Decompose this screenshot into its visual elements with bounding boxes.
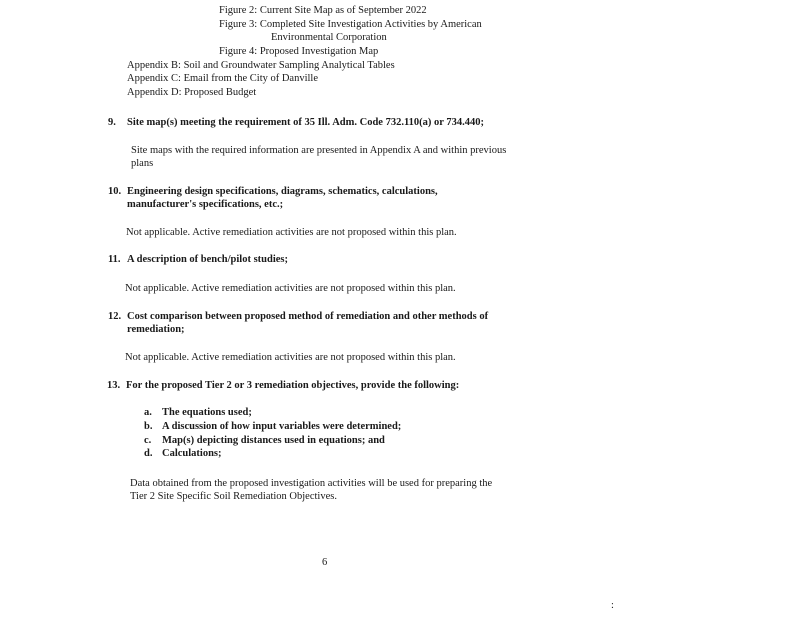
appendix-c-entry: Appendix C: Email from the City of Danville	[127, 73, 319, 84]
item-13-subitem-a-text: The equations used;	[162, 407, 252, 418]
appendix-b-entry: Appendix B: Soil and Groundwater Sampling Analytical Tables	[127, 60, 395, 71]
item-13-heading: For the proposed Tier 2 or 3 remediation objectives, provide the following:	[126, 380, 460, 391]
item-10-body: Not applicable. Active remediation activities are not proposed within this plan.	[126, 227, 457, 238]
figure-3-entry: Figure 3: Completed Site Investigation Activities by American	[219, 19, 482, 30]
item-13-number: 13.	[107, 380, 121, 391]
item-13-subitem-d-text: Calculations;	[162, 448, 222, 459]
item-13-subitem-a-label: a.	[144, 407, 152, 418]
item-12-number: 12.	[108, 311, 122, 322]
item-13-body-line2: Tier 2 Site Specific Soil Remediation Objectives.	[130, 491, 337, 502]
item-9-body-line1: Site maps with the required information are presented in Appendix A and within previous	[131, 145, 507, 156]
appendix-d-entry: Appendix D: Proposed Budget	[127, 87, 257, 98]
item-10-number: 10.	[108, 186, 122, 197]
item-12-heading-line1: Cost comparison between proposed method of remediation and other methods of	[127, 311, 489, 322]
item-13-subitem-c-text: Map(s) depicting distances used in equations; and	[162, 435, 385, 446]
item-12-heading-line2: remediation;	[127, 324, 185, 335]
item-10-heading-line2: manufacturer's specifications, etc.;	[127, 199, 284, 210]
page-number: 6	[322, 557, 328, 568]
item-9-heading: Site map(s) meeting the requirement of 35 Ill. Adm. Code 732.110(a) or 734.440;	[127, 117, 484, 128]
item-11-heading: A description of bench/pilot studies;	[127, 254, 289, 265]
item-9-body-line2: plans	[131, 158, 154, 169]
item-13-subitem-b-text: A discussion of how input variables were determined;	[162, 421, 402, 432]
item-11-body: Not applicable. Active remediation activities are not proposed within this plan.	[125, 283, 456, 294]
item-11-number: 11.	[108, 254, 121, 265]
item-13-subitem-c-label: c.	[144, 435, 152, 446]
figure-4-entry: Figure 4: Proposed Investigation Map	[219, 46, 379, 57]
figure-2-entry: Figure 2: Current Site Map as of September 2022	[219, 5, 427, 16]
item-12-body: Not applicable. Active remediation activities are not proposed within this plan.	[125, 352, 456, 363]
item-9-number: 9.	[108, 117, 116, 128]
item-13-subitem-b-label: b.	[144, 421, 153, 432]
margin-mark: :	[611, 600, 614, 611]
item-13-subitem-d-label: d.	[144, 448, 153, 459]
item-10-heading-line1: Engineering design specifications, diagrams, schematics, calculations,	[127, 186, 438, 197]
figure-3-entry-continued: Environmental Corporation	[271, 32, 387, 43]
item-13-body-line1: Data obtained from the proposed investigation activities will be used for preparing the	[130, 478, 493, 489]
